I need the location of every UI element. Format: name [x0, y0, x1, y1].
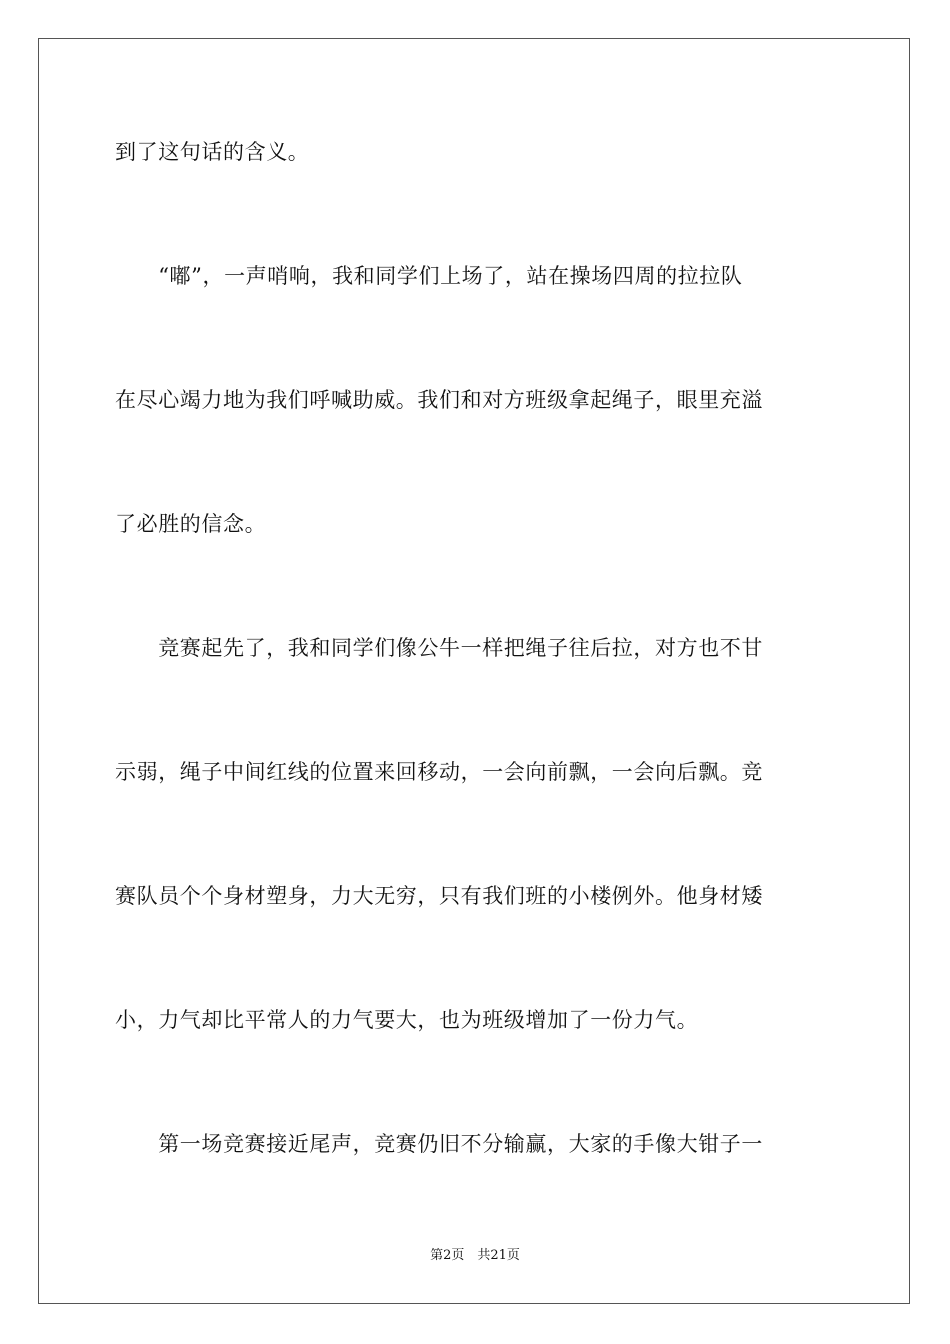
text-line: 在尽心竭力地为我们呼喊助威。我们和对方班级拿起绳子，眼里充溢 — [115, 388, 763, 412]
page-number-footer: 第2页 共21页 — [430, 1248, 520, 1263]
text-line: 第一场竞赛接近尾声，竞赛仍旧不分输赢，大家的手像大钳子一 — [115, 1132, 763, 1156]
text-line: 赛队员个个身材塑身，力大无穷，只有我们班的小楼例外。他身材矮 — [115, 884, 763, 908]
text-line: 小，力气却比平常人的力气要大，也为班级增加了一份力气。 — [115, 1008, 699, 1032]
text-line: 了必胜的信念。 — [115, 512, 267, 536]
text-line: 竞赛起先了，我和同学们像公牛一样把绳子往后拉，对方也不甘 — [115, 636, 763, 660]
page-frame — [38, 38, 910, 1304]
text-line: 到了这句话的含义。 — [115, 140, 310, 164]
text-line: 示弱，绳子中间红线的位置来回移动，一会向前飘，一会向后飘。竞 — [115, 760, 763, 784]
text-line: “嘟”，一声哨响，我和同学们上场了，站在操场四周的拉拉队 — [115, 264, 743, 288]
